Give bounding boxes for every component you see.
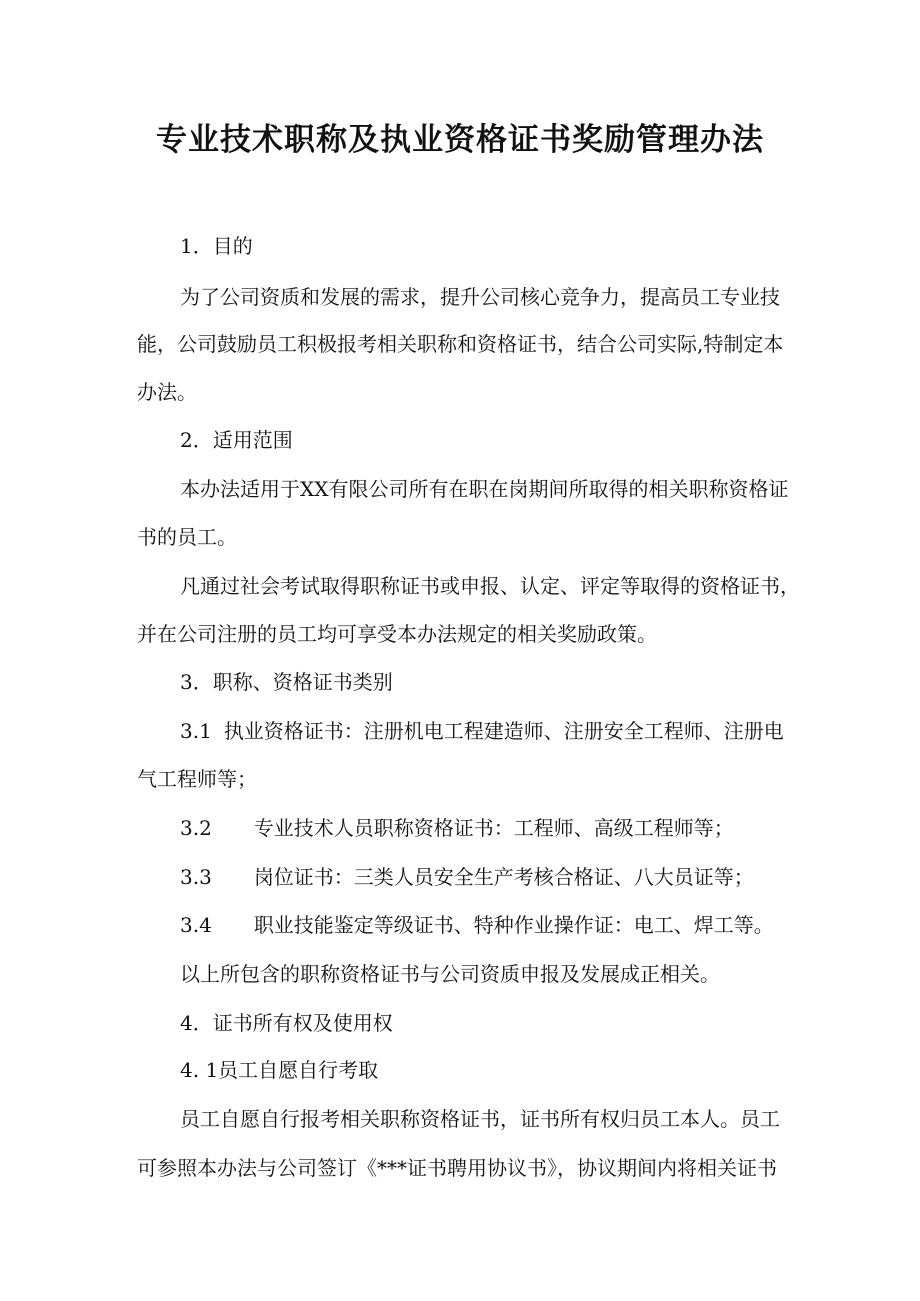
item-number: 3.2 <box>180 816 212 840</box>
item-number: 3.3 <box>180 865 212 889</box>
section-1-paragraph-line-1: 为了公司资质和发展的需求，提升公司核心竞争力，提高员工专业技 <box>180 285 780 309</box>
section-2-heading: 2．适用范围 <box>180 428 293 452</box>
section-2-paragraph-1-line-1: 本办法适用于XX有限公司所有在职在岗期间所取得的相关职称资格证 <box>180 477 789 501</box>
item-number: 3.4 <box>180 913 212 937</box>
section-3-heading: 3．职称、资格证书类别 <box>180 670 393 694</box>
section-4-subheading: 4. 1员工自愿自行考取 <box>180 1058 379 1082</box>
list-item-continuation: 气工程师等； <box>137 767 257 791</box>
section-4-paragraph-line-2: 可参照本办法与公司签订《***证书聘用协议书》，协议期间内将相关证书 <box>137 1156 777 1180</box>
section-4-heading: 4．证书所有权及使用权 <box>180 1011 393 1035</box>
section-2-paragraph-1-line-2: 书的员工。 <box>137 525 237 549</box>
item-text: 专业技术人员职称资格证书：工程师、高级工程师等； <box>253 816 734 840</box>
section-1-paragraph-line-2: 能，公司鼓励员工积极报考相关职称和资格证书，结合公司实际,特制定本 <box>137 332 784 356</box>
item-number: 3.1 <box>180 719 212 743</box>
list-item <box>180 813 734 843</box>
section-1-paragraph-line-3: 办法。 <box>137 380 197 404</box>
section-4-paragraph-line-1: 员工自愿自行报考相关职称资格证书，证书所有权归员工本人。员工 <box>180 1107 780 1131</box>
section-3-closing: 以上所包含的职称资格证书与公司资质申报及发展成正相关。 <box>180 962 720 986</box>
section-2-paragraph-2-line-2: 并在公司注册的员工均可享受本办法规定的相关奖励政策。 <box>137 622 657 646</box>
item-text: 职业技能鉴定等级证书、特种作业操作证：电工、焊工等。 <box>253 913 774 937</box>
list-item <box>180 910 774 940</box>
section-1-heading: 1．目的 <box>180 234 253 258</box>
item-text: 执业资格证书：注册机电工程建造师、注册安全工程师、注册电 <box>223 719 784 743</box>
section-2-paragraph-2-line-1: 凡通过社会考试取得职称证书或申报、认定、评定等取得的资格证书， <box>180 574 800 598</box>
list-item <box>180 716 784 746</box>
list-item <box>180 862 754 892</box>
document-title: 专业技术职称及执业资格证书奖励管理办法 <box>156 122 764 158</box>
item-text: 岗位证书：三类人员安全生产考核合格证、八大员证等； <box>253 865 754 889</box>
